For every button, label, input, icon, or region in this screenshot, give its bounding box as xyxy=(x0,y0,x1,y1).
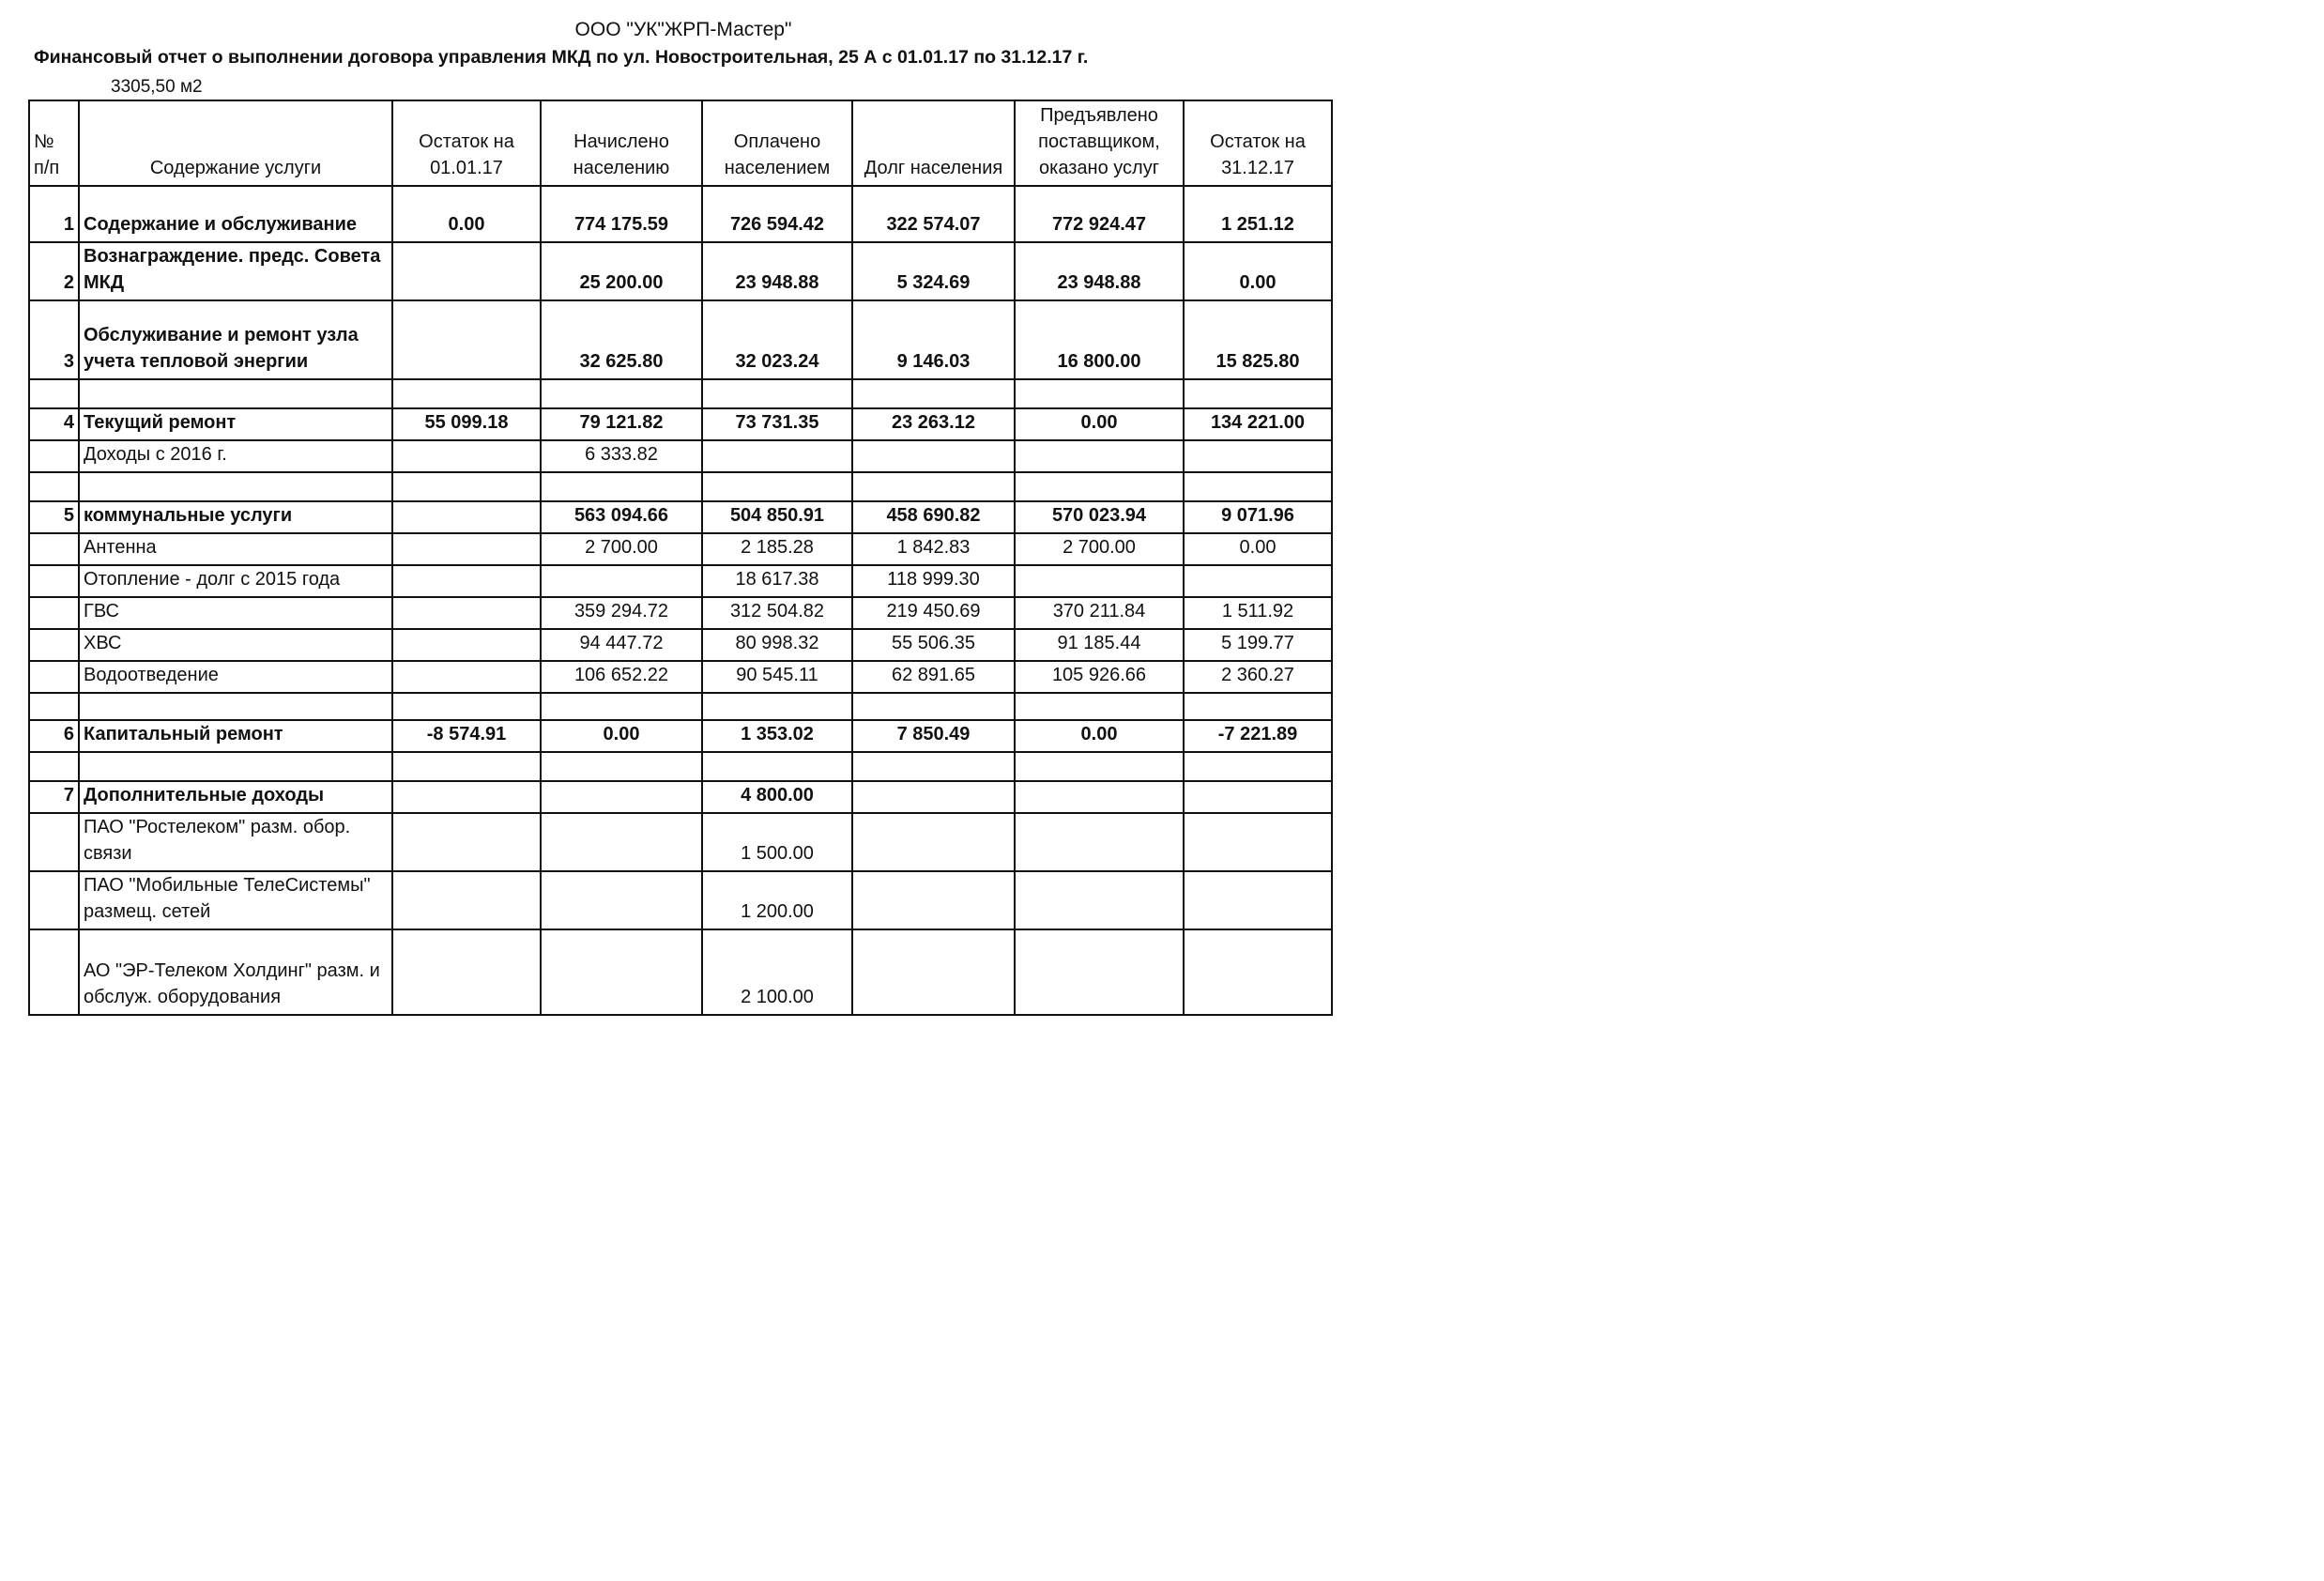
cell-service: АО "ЭР-Телеком Холдинг" разм. и обслуж. оборудования xyxy=(79,929,392,1015)
header-charged: Начислено населению xyxy=(541,100,702,186)
cell-closing-balance xyxy=(1184,752,1332,781)
cell-debt xyxy=(852,472,1015,501)
cell-opening-balance xyxy=(392,501,541,533)
header-supplier: Предъявлено поставщиком, оказано услуг xyxy=(1015,100,1184,186)
cell-opening-balance xyxy=(392,661,541,693)
cell-debt xyxy=(852,693,1015,720)
header-opening-balance: Остаток на 01.01.17 xyxy=(392,100,541,186)
cell-opening-balance xyxy=(392,242,541,300)
cell-num xyxy=(29,929,79,1015)
table-row xyxy=(29,929,1332,1015)
cell-supplier: 772 924.47 xyxy=(1015,186,1184,242)
cell-closing-balance: 15 825.80 xyxy=(1184,300,1332,379)
cell-closing-balance: 2 360.27 xyxy=(1184,661,1332,693)
cell-num xyxy=(29,871,79,929)
cell-service xyxy=(79,693,392,720)
cell-debt: 5 324.69 xyxy=(852,242,1015,300)
cell-num xyxy=(29,661,79,693)
table-row xyxy=(29,186,1332,242)
cell-closing-balance: 0.00 xyxy=(1184,242,1332,300)
cell-charged: 2 700.00 xyxy=(541,533,702,565)
cell-num xyxy=(29,472,79,501)
table-row xyxy=(29,379,1332,408)
table-row xyxy=(29,813,1332,871)
cell-num: 4 xyxy=(29,408,79,440)
company-name: ООО "УК"ЖРП-Мастер" xyxy=(574,19,792,40)
cell-debt xyxy=(852,929,1015,1015)
cell-supplier xyxy=(1015,693,1184,720)
table-row xyxy=(29,440,1332,472)
cell-opening-balance xyxy=(392,629,541,661)
table-row xyxy=(29,720,1332,752)
cell-paid: 726 594.42 xyxy=(702,186,852,242)
cell-opening-balance xyxy=(392,813,541,871)
cell-service: ПАО "Ростелеком" разм. обор. связи xyxy=(79,813,392,871)
cell-num: 3 xyxy=(29,300,79,379)
table-row xyxy=(29,408,1332,440)
cell-closing-balance xyxy=(1184,472,1332,501)
cell-paid: 23 948.88 xyxy=(702,242,852,300)
cell-num: 2 xyxy=(29,242,79,300)
cell-supplier xyxy=(1015,565,1184,597)
cell-service: Обслуживание и ремонт узла учета тепловой энергии xyxy=(79,300,392,379)
cell-closing-balance: 134 221.00 xyxy=(1184,408,1332,440)
building-area: 3305,50 м2 xyxy=(111,77,203,97)
header-service: Содержание услуги xyxy=(79,100,392,186)
cell-supplier xyxy=(1015,781,1184,813)
cell-debt: 118 999.30 xyxy=(852,565,1015,597)
cell-supplier xyxy=(1015,929,1184,1015)
cell-opening-balance xyxy=(392,300,541,379)
cell-num xyxy=(29,693,79,720)
cell-closing-balance: -7 221.89 xyxy=(1184,720,1332,752)
cell-opening-balance: 0.00 xyxy=(392,186,541,242)
cell-num xyxy=(29,440,79,472)
cell-charged: 359 294.72 xyxy=(541,597,702,629)
cell-opening-balance xyxy=(392,472,541,501)
table-row xyxy=(29,781,1332,813)
cell-paid: 2 185.28 xyxy=(702,533,852,565)
cell-charged: 94 447.72 xyxy=(541,629,702,661)
cell-num xyxy=(29,813,79,871)
table-row xyxy=(29,752,1332,781)
cell-service: Капитальный ремонт xyxy=(79,720,392,752)
financial-report-table xyxy=(28,100,1333,1016)
cell-charged: 106 652.22 xyxy=(541,661,702,693)
cell-service xyxy=(79,379,392,408)
cell-supplier: 91 185.44 xyxy=(1015,629,1184,661)
cell-debt xyxy=(852,379,1015,408)
cell-num: 5 xyxy=(29,501,79,533)
cell-charged xyxy=(541,565,702,597)
cell-closing-balance xyxy=(1184,929,1332,1015)
cell-opening-balance xyxy=(392,440,541,472)
cell-charged xyxy=(541,379,702,408)
cell-supplier xyxy=(1015,813,1184,871)
cell-service: Доходы с 2016 г. xyxy=(79,440,392,472)
cell-debt: 23 263.12 xyxy=(852,408,1015,440)
cell-num: 6 xyxy=(29,720,79,752)
cell-num: 1 xyxy=(29,186,79,242)
cell-supplier: 2 700.00 xyxy=(1015,533,1184,565)
cell-opening-balance xyxy=(392,533,541,565)
cell-service: ПАО "Мобильные ТелеСистемы" размещ. сетей xyxy=(79,871,392,929)
table-row xyxy=(29,597,1332,629)
table-row xyxy=(29,565,1332,597)
cell-opening-balance xyxy=(392,565,541,597)
cell-paid: 18 617.38 xyxy=(702,565,852,597)
cell-opening-balance: -8 574.91 xyxy=(392,720,541,752)
cell-supplier xyxy=(1015,871,1184,929)
cell-debt xyxy=(852,871,1015,929)
cell-charged: 79 121.82 xyxy=(541,408,702,440)
cell-paid xyxy=(702,472,852,501)
table-row xyxy=(29,300,1332,379)
cell-closing-balance xyxy=(1184,379,1332,408)
cell-charged xyxy=(541,752,702,781)
table-body xyxy=(29,186,1332,1015)
cell-charged xyxy=(541,781,702,813)
cell-supplier xyxy=(1015,440,1184,472)
cell-service: коммунальные услуги xyxy=(79,501,392,533)
table-row xyxy=(29,629,1332,661)
cell-debt: 55 506.35 xyxy=(852,629,1015,661)
cell-num xyxy=(29,533,79,565)
cell-closing-balance: 5 199.77 xyxy=(1184,629,1332,661)
cell-charged: 6 333.82 xyxy=(541,440,702,472)
cell-supplier: 0.00 xyxy=(1015,720,1184,752)
cell-supplier xyxy=(1015,379,1184,408)
cell-service: Отопление - долг с 2015 года xyxy=(79,565,392,597)
cell-debt: 458 690.82 xyxy=(852,501,1015,533)
header-num: № п/п xyxy=(29,100,79,186)
cell-paid xyxy=(702,379,852,408)
cell-service: Вознаграждение. предс. Совета МКД xyxy=(79,242,392,300)
cell-closing-balance xyxy=(1184,813,1332,871)
cell-num xyxy=(29,379,79,408)
cell-service: Текущий ремонт xyxy=(79,408,392,440)
cell-charged xyxy=(541,472,702,501)
cell-charged: 774 175.59 xyxy=(541,186,702,242)
cell-closing-balance xyxy=(1184,565,1332,597)
cell-opening-balance: 55 099.18 xyxy=(392,408,541,440)
cell-debt: 1 842.83 xyxy=(852,533,1015,565)
cell-closing-balance: 0.00 xyxy=(1184,533,1332,565)
cell-charged xyxy=(541,693,702,720)
cell-opening-balance xyxy=(392,781,541,813)
cell-paid xyxy=(702,440,852,472)
table-row xyxy=(29,661,1332,693)
cell-charged: 25 200.00 xyxy=(541,242,702,300)
table-row xyxy=(29,501,1332,533)
cell-opening-balance xyxy=(392,379,541,408)
cell-opening-balance xyxy=(392,597,541,629)
cell-debt: 7 850.49 xyxy=(852,720,1015,752)
cell-charged xyxy=(541,813,702,871)
header-debt: Долг населения xyxy=(852,100,1015,186)
cell-paid: 312 504.82 xyxy=(702,597,852,629)
cell-charged: 563 094.66 xyxy=(541,501,702,533)
cell-paid: 90 545.11 xyxy=(702,661,852,693)
cell-supplier xyxy=(1015,472,1184,501)
cell-closing-balance xyxy=(1184,440,1332,472)
table-row xyxy=(29,533,1332,565)
cell-service: ГВС xyxy=(79,597,392,629)
cell-supplier: 570 023.94 xyxy=(1015,501,1184,533)
cell-paid xyxy=(702,752,852,781)
cell-num xyxy=(29,629,79,661)
cell-closing-balance xyxy=(1184,871,1332,929)
cell-paid: 504 850.91 xyxy=(702,501,852,533)
cell-supplier: 370 211.84 xyxy=(1015,597,1184,629)
table-row xyxy=(29,242,1332,300)
cell-paid: 1 200.00 xyxy=(702,871,852,929)
cell-opening-balance xyxy=(392,929,541,1015)
table-row xyxy=(29,693,1332,720)
cell-debt xyxy=(852,781,1015,813)
cell-service xyxy=(79,472,392,501)
cell-debt xyxy=(852,752,1015,781)
cell-supplier: 105 926.66 xyxy=(1015,661,1184,693)
cell-paid: 32 023.24 xyxy=(702,300,852,379)
cell-service: Содержание и обслуживание xyxy=(79,186,392,242)
cell-closing-balance: 9 071.96 xyxy=(1184,501,1332,533)
cell-num xyxy=(29,752,79,781)
table-row xyxy=(29,871,1332,929)
cell-charged: 32 625.80 xyxy=(541,300,702,379)
cell-num: 7 xyxy=(29,781,79,813)
table-header-row xyxy=(29,100,1332,186)
cell-supplier: 0.00 xyxy=(1015,408,1184,440)
cell-service: ХВС xyxy=(79,629,392,661)
cell-paid xyxy=(702,693,852,720)
cell-debt: 322 574.07 xyxy=(852,186,1015,242)
header-paid: Оплачено населением xyxy=(702,100,852,186)
cell-opening-balance xyxy=(392,752,541,781)
cell-num xyxy=(29,565,79,597)
cell-paid: 73 731.35 xyxy=(702,408,852,440)
cell-paid: 1 353.02 xyxy=(702,720,852,752)
cell-supplier xyxy=(1015,752,1184,781)
cell-charged xyxy=(541,929,702,1015)
cell-service xyxy=(79,752,392,781)
cell-paid: 80 998.32 xyxy=(702,629,852,661)
cell-charged: 0.00 xyxy=(541,720,702,752)
cell-debt: 9 146.03 xyxy=(852,300,1015,379)
cell-charged xyxy=(541,871,702,929)
cell-closing-balance xyxy=(1184,693,1332,720)
cell-supplier: 16 800.00 xyxy=(1015,300,1184,379)
cell-service: Водоотведение xyxy=(79,661,392,693)
cell-closing-balance: 1 511.92 xyxy=(1184,597,1332,629)
cell-paid: 4 800.00 xyxy=(702,781,852,813)
cell-closing-balance xyxy=(1184,781,1332,813)
cell-debt: 219 450.69 xyxy=(852,597,1015,629)
cell-num xyxy=(29,597,79,629)
cell-opening-balance xyxy=(392,871,541,929)
cell-debt: 62 891.65 xyxy=(852,661,1015,693)
header-closing-balance: Остаток на 31.12.17 xyxy=(1184,100,1332,186)
cell-opening-balance xyxy=(392,693,541,720)
cell-paid: 1 500.00 xyxy=(702,813,852,871)
table-row xyxy=(29,472,1332,501)
cell-debt xyxy=(852,813,1015,871)
cell-service: Дополнительные доходы xyxy=(79,781,392,813)
report-title: Финансовый отчет о выполнении договора управления МКД по ул. Новостроительная, 25 А с 01.01.17 по 31.12.17 г. xyxy=(34,47,1089,68)
cell-debt xyxy=(852,440,1015,472)
cell-supplier: 23 948.88 xyxy=(1015,242,1184,300)
cell-paid: 2 100.00 xyxy=(702,929,852,1015)
cell-service: Антенна xyxy=(79,533,392,565)
cell-closing-balance: 1 251.12 xyxy=(1184,186,1332,242)
